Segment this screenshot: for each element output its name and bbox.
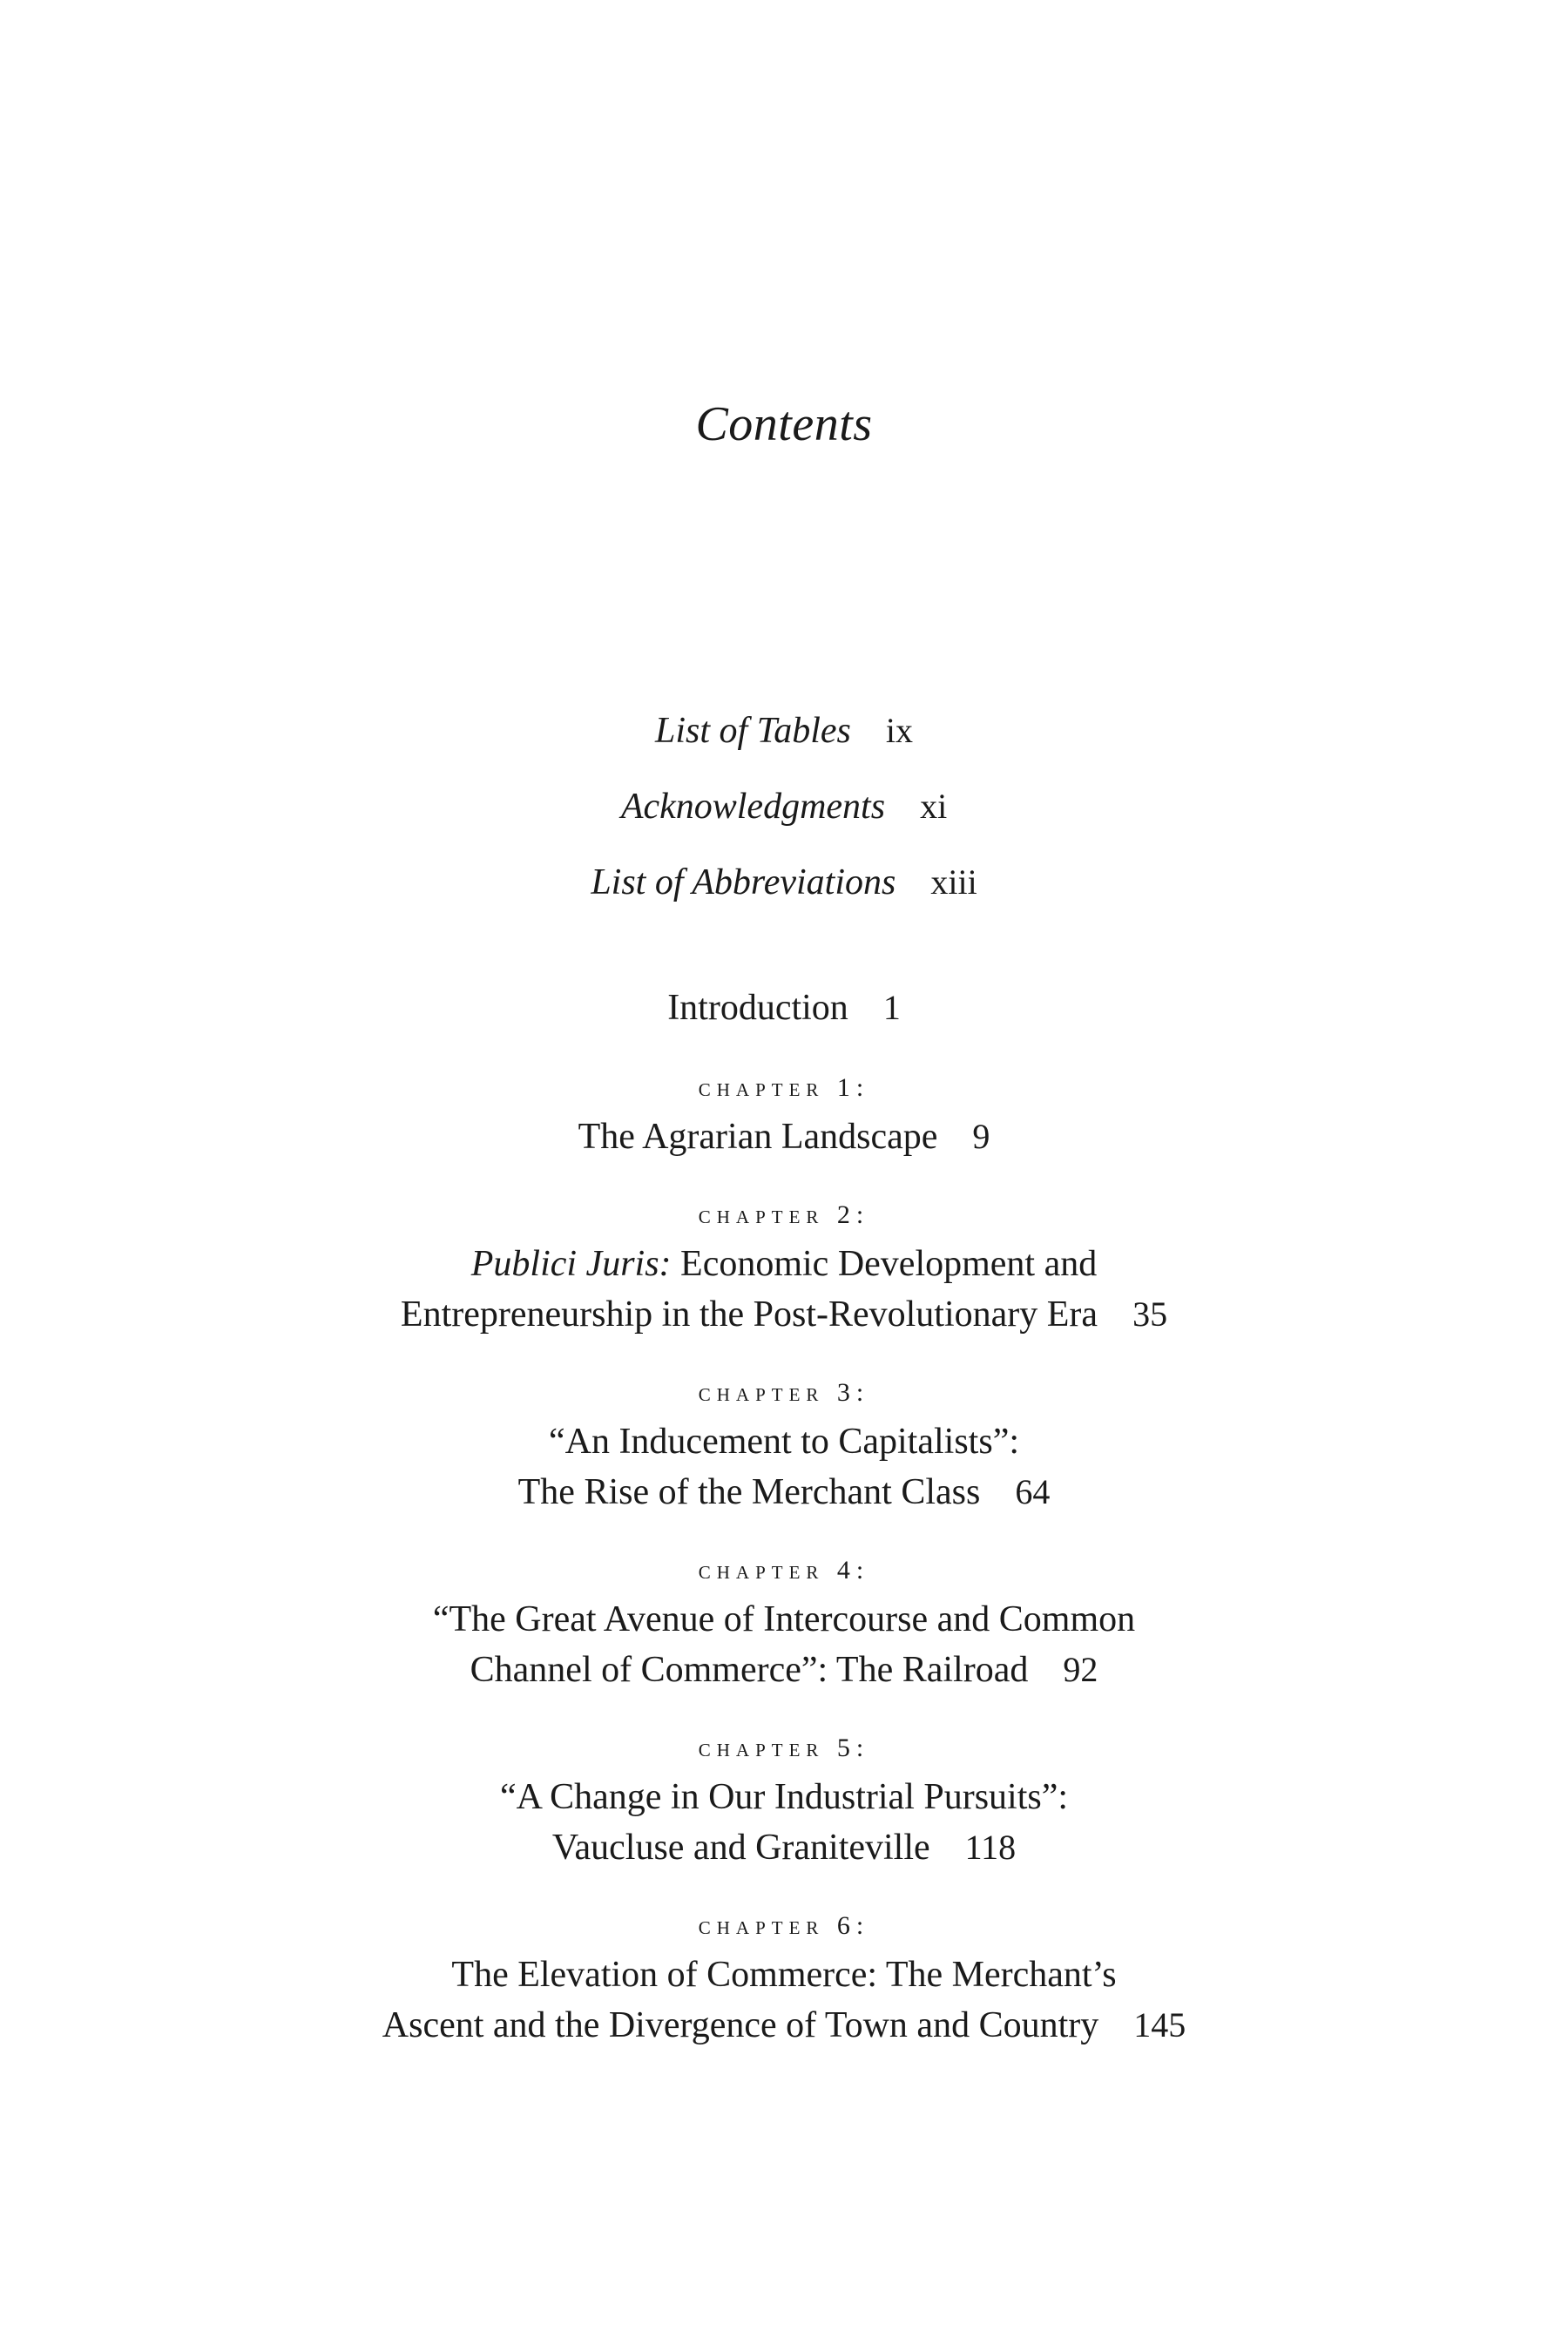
chapter-title-line-2 xyxy=(0,1289,1568,1340)
toc-entry-introduction[interactable] xyxy=(0,987,1568,1029)
toc-entry-list-of-tables[interactable] xyxy=(0,710,1568,752)
toc-page-number: xi xyxy=(920,787,948,826)
toc-entry-title: Acknowledgments xyxy=(620,787,886,827)
chapter-label: chapter 2: xyxy=(698,1200,870,1229)
toc-page-number: 145 xyxy=(1133,2005,1186,2044)
chapter-title-line-1: “A Change in Our Industrial Pursuits”: xyxy=(499,1777,1069,1817)
chapter-title-line-2 xyxy=(0,1645,1568,1695)
toc-page-number: 9 xyxy=(972,1117,990,1156)
page-title: Contents xyxy=(695,397,873,451)
chapter-title-text: Entrepreneurship in the Post-Revolutionary Era xyxy=(400,1294,1098,1335)
toc-entry-list-of-abbreviations[interactable] xyxy=(0,862,1568,903)
toc-entry-chapter-3[interactable] xyxy=(0,1416,1568,1517)
toc-page-number: 118 xyxy=(964,1828,1017,1867)
toc-page-number: 1 xyxy=(882,988,901,1027)
toc-entry-title: List of Tables xyxy=(655,711,851,751)
chapter-label: chapter 6: xyxy=(698,1911,870,1940)
toc-entry-chapter-2[interactable] xyxy=(0,1239,1568,1340)
toc-page-number: ix xyxy=(885,711,913,750)
chapter-title: The Agrarian Landscape xyxy=(578,1117,938,1157)
chapter-title-line-2 xyxy=(0,1822,1568,1873)
chapter-label: chapter 3: xyxy=(698,1378,870,1407)
toc-entry-title: List of Abbreviations xyxy=(591,862,896,902)
toc-entry-title: Introduction xyxy=(667,988,848,1028)
chapter-title-line-1: “An Inducement to Capitalists”: xyxy=(548,1422,1020,1462)
chapter-title-text: Economic Development and xyxy=(671,1244,1098,1284)
chapter-title-line-1 xyxy=(0,1239,1568,1289)
toc-entry-chapter-4[interactable] xyxy=(0,1594,1568,1695)
chapter-title-line-2 xyxy=(0,1467,1568,1517)
chapter-title-text: Channel of Commerce”: The Railroad xyxy=(470,1650,1029,1690)
chapter-title-text: Ascent and the Divergence of Town and Country xyxy=(382,2005,1099,2045)
chapter-title-line-2 xyxy=(0,2000,1568,2051)
chapter-title-line-1: The Elevation of Commerce: The Merchant’s xyxy=(451,1955,1117,1995)
chapter-title-italic: Publici Juris: xyxy=(470,1244,672,1284)
toc-page-number: xiii xyxy=(930,862,977,902)
toc-entry-chapter-6[interactable] xyxy=(0,1950,1568,2051)
chapter-title-text: Vaucluse and Graniteville xyxy=(551,1828,930,1868)
toc-page-number: 64 xyxy=(1015,1472,1051,1511)
toc-entry-chapter-5[interactable] xyxy=(0,1772,1568,1873)
chapter-label: chapter 1: xyxy=(698,1073,870,1102)
toc-page-number: 35 xyxy=(1132,1294,1168,1334)
chapter-title-text: The Rise of the Merchant Class xyxy=(517,1472,981,1512)
toc-entry-chapter-1[interactable] xyxy=(0,1112,1568,1162)
chapter-title-line-1: “The Great Avenue of Intercourse and Common xyxy=(432,1599,1136,1639)
chapter-label: chapter 4: xyxy=(698,1556,870,1585)
chapter-label: chapter 5: xyxy=(698,1734,870,1762)
toc-entry-acknowledgments[interactable] xyxy=(0,786,1568,828)
toc-page-number: 92 xyxy=(1063,1650,1098,1689)
